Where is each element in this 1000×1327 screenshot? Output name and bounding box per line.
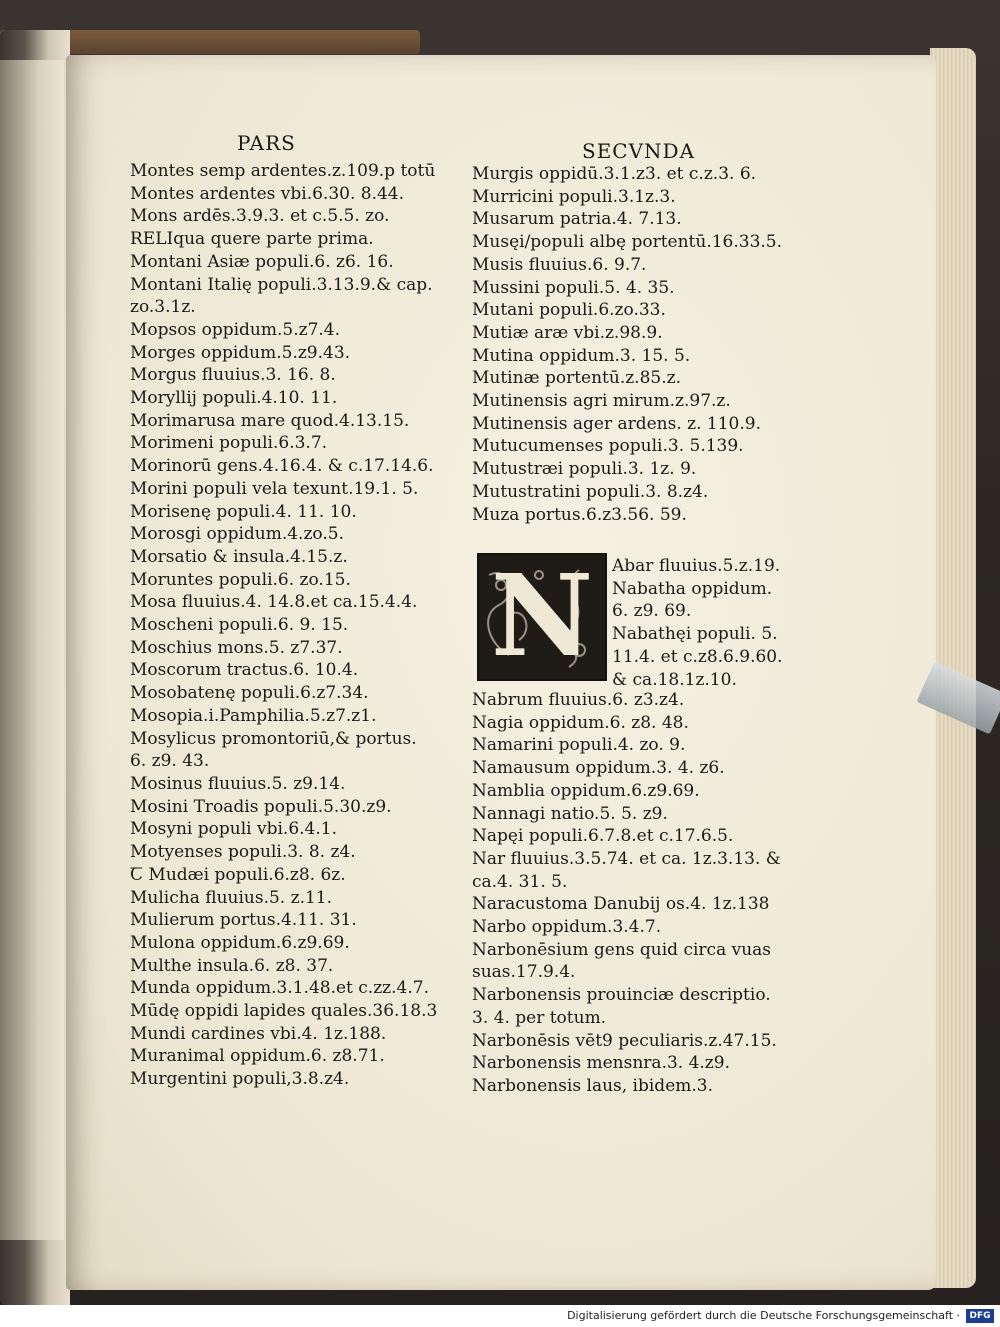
index-entry: Multhe insula.6. z8. 37. (130, 955, 334, 976)
index-entry: Musarum patria.4. 7.13. (472, 209, 682, 230)
index-entry: Mopsos oppidum.5.z7.4. (130, 319, 341, 340)
index-entry: Mosini Troadis populi.5.30.z9. (130, 796, 392, 817)
index-entry: Morini populi vela texunt.19.1. 5. (130, 478, 419, 499)
index-entry: Morgus fluuius.3. 16. 8. (130, 365, 336, 386)
index-column-right-top (472, 163, 782, 526)
running-head-left: PARS (237, 131, 296, 155)
funding-notice: Digitalisierung gefördert durch die Deutsche Forschungsgemeinschaft · (567, 1309, 960, 1322)
index-entry: Morosgi oppidum.4.zo.5. (130, 524, 344, 545)
index-entry: Moscheni populi.6. 9. 15. (130, 615, 349, 636)
index-entry: Mosopia.i.Pamphilia.5.z7.z1. (130, 705, 377, 726)
index-entry: Mutustratini populi.3. 8.z4. (472, 481, 709, 502)
index-entry: Mutinensis agri mirum.z.97.z. (472, 391, 731, 412)
index-entry: suas.17.9.4. (472, 962, 576, 983)
index-entry: Mutani populi.6.zo.33. (472, 300, 666, 321)
index-entry: Musęi/populi albę portentū.16.33.5. (472, 232, 783, 253)
index-entry: Munda oppidum.3.1.48.et c.zz.4.7. (130, 978, 429, 999)
index-entry: Mosylicus promontoriū,& portus. (130, 728, 417, 749)
index-entry: Muranimal oppidum.6. z8.71. (130, 1046, 385, 1067)
index-entry: Motyenses populi.3. 8. z4. (130, 842, 356, 863)
index-entry: Mutina oppidum.3. 15. 5. (472, 345, 691, 366)
index-entry: 6. z9. 43. (130, 751, 210, 772)
index-entry: Murgis oppidū.3.1.z3. et c.z.3. 6. (472, 164, 757, 184)
index-column-right-bottom (472, 689, 781, 1098)
index-entry: Nannagi natio.5. 5. z9. (472, 803, 668, 824)
index-entry: Montani Italię populi.3.13.9.& cap. (130, 274, 433, 295)
footer-bar (0, 1305, 1000, 1327)
index-entry: Murricini populi.3.1z.3. (472, 186, 676, 207)
index-entry: Mutinensis ager ardens. z. 110.9. (472, 413, 761, 434)
index-entry: Moscorum tractus.6. 10.4. (130, 660, 359, 681)
index-entry: Mulicha fluuius.5. z.11. (130, 887, 333, 908)
facing-page-strip (0, 60, 64, 1240)
index-entry: Morisenę populi.4. 11. 10. (130, 501, 357, 522)
index-entry: Morges oppidum.5.z9.43. (130, 342, 351, 363)
index-entry: Mundi cardines vbi.4. 1z.188. (130, 1023, 387, 1044)
index-entry: Narbonensis prouinciæ descriptio. (472, 985, 771, 1006)
index-entry: Mutinæ portentū.z.85.z. (472, 368, 681, 389)
index-entry: Mosyni populi vbi.6.4.1. (130, 819, 337, 840)
index-entry: Morinorū gens.4.16.4. & c.17.14.6. (130, 456, 434, 477)
index-entry: Nar fluuius.3.5.74. et ca. 1z.3.13. & (472, 848, 781, 869)
drop-cap-letter: N (490, 551, 594, 682)
index-entry: Nagia oppidum.6. z8. 48. (472, 712, 689, 733)
index-column-left (130, 160, 437, 1091)
index-entry: Mutustræi populi.3. 1z. 9. (472, 459, 697, 480)
index-entry: Morsatio & insula.4.15.z. (130, 546, 348, 567)
index-entry: Musis fluuius.6. 9.7. (472, 254, 647, 275)
index-entry: Mūdę oppidi lapides quales.36.18.3 (130, 1001, 438, 1022)
index-entry: Muza portus.6.z3.56. 59. (472, 504, 687, 525)
index-entry: Namausum oppidum.3. 4. z6. (472, 758, 725, 779)
index-entry: Mutiæ aræ vbi.z.98.9. (472, 322, 663, 343)
drop-cap-entries (612, 555, 783, 691)
index-entry: Morimeni populi.6.3.7. (130, 433, 328, 454)
index-entry: Mons ardēs.3.9.3. et c.5.5. zo. (130, 206, 390, 227)
index-entry: Morimarusa mare quod.4.13.15. (130, 410, 410, 431)
index-entry: Narbonēsis vēt9 peculiaris.z.47.15. (472, 1030, 777, 1051)
index-entry: Namblia oppidum.6.z9.69. (472, 780, 700, 801)
running-head-right: SECVNDA (582, 139, 696, 163)
index-entry: Mutucumenses populi.3. 5.139. (472, 436, 744, 457)
index-entry: Mulierum portus.4.11. 31. (130, 910, 357, 931)
index-entry: Nabrum fluuius.6. z3.z4. (472, 690, 685, 710)
index-entry: Narbo oppidum.3.4.7. (472, 917, 662, 938)
index-entry: Nabathęi populi. 5. (612, 624, 778, 645)
index-entry: Mosobatenę populi.6.z7.34. (130, 683, 369, 704)
index-entry: Montes semp ardentes.z.109.p totū (130, 161, 436, 181)
index-entry: Mosa fluuius.4. 14.8.et ca.15.4.4. (130, 592, 418, 613)
ornamental-drop-cap (477, 553, 607, 681)
index-entry: Napęi populi.6.7.8.et c.17.6.5. (472, 826, 734, 847)
index-entry: 3. 4. per totum. (472, 1007, 607, 1028)
index-entry: Narbonensis laus, ibidem.3. (472, 1075, 713, 1096)
index-entry: Narbonēsium gens quid circa vuas (472, 939, 772, 960)
index-entry: Narbonensis mensnra.3. 4.z9. (472, 1053, 730, 1074)
index-entry: 6. z9. 69. (612, 601, 692, 622)
index-entry: zo.3.1z. (130, 297, 196, 318)
index-entry: Ꞇ Mudæi populi.6.z8. 6z. (130, 864, 346, 885)
index-entry: Montes ardentes vbi.6.30. 8.44. (130, 183, 405, 204)
index-entry: Nabatha oppidum. (612, 578, 773, 599)
index-entry: Montani Asiæ populi.6. z6. 16. (130, 251, 394, 272)
index-entry: Mosinus fluuius.5. z9.14. (130, 773, 346, 794)
dfg-logo: DFG (966, 1309, 994, 1323)
index-entry: Abar fluuius.5.z.19. (612, 556, 781, 576)
index-entry: RELIqua quere parte prima. (130, 229, 374, 250)
index-entry: Naracustoma Danubij os.4. 1z.138 (472, 894, 770, 915)
index-entry: & ca.18.1z.10. (612, 669, 737, 690)
index-entry: Namarini populi.4. zo. 9. (472, 735, 686, 756)
index-entry: Mussini populi.5. 4. 35. (472, 277, 675, 298)
index-entry: Murgentini populi,3.8.z4. (130, 1069, 350, 1090)
index-entry: Moruntes populi.6. zo.15. (130, 569, 351, 590)
index-entry: 11.4. et c.z8.6.9.60. (612, 646, 783, 667)
index-entry: Moschius mons.5. z7.37. (130, 637, 343, 658)
index-entry: ca.4. 31. 5. (472, 871, 568, 892)
index-entry: Mulona oppidum.6.z9.69. (130, 932, 350, 953)
index-entry: Moryllij populi.4.10. 11. (130, 388, 338, 409)
